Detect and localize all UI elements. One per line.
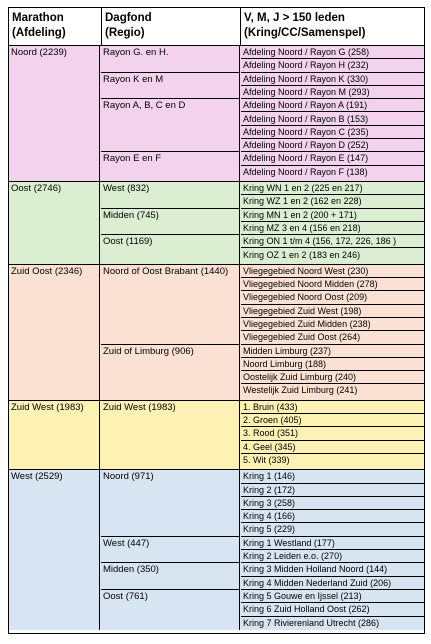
header-dagfond xyxy=(101,8,241,45)
section xyxy=(9,265,424,401)
leden-cell: Kring 6 Zuid Holland Oost (262) xyxy=(241,603,424,616)
leden-cell: Kring MZ 3 en 4 (156 en 218) xyxy=(241,222,424,235)
marathon-cell: Oost (2746) xyxy=(9,182,100,264)
leden-cell: Afdeling Noord / Rayon K (330) xyxy=(241,73,424,86)
leden-cell: Kring 4 (166) xyxy=(241,510,424,523)
leden-cell: Kring 3 Midden Holland Noord (144) xyxy=(241,563,424,576)
leden-cell: 2. Groen (405) xyxy=(241,414,424,427)
leden-cell: Afdeling Noord / Rayon B (153) xyxy=(241,113,424,126)
leden-cell: Afdeling Noord / Rayon F (138) xyxy=(243,166,368,177)
dagfond-cell: Zuid West (1983) xyxy=(101,401,240,471)
leden-cell: Vliegegebied Noord Oost (209) xyxy=(241,291,424,304)
leden-cell: Kring 5 Gouwe en Ijssel (213) xyxy=(241,590,424,603)
leden-cell: Kring WZ 1 en 2 (162 en 228) xyxy=(241,195,424,208)
dagfond-cell: West (832) xyxy=(101,182,240,209)
leden-cell: Afdeling Noord / Rayon M (293) xyxy=(241,86,424,99)
dagfond-cell: Rayon A, B, C en D xyxy=(101,99,240,152)
leden-cell: Kring OZ 1 en 2 (183 en 246) xyxy=(243,249,361,260)
dagfond-cell: Noord of Oost Brabant (1440) xyxy=(101,265,240,345)
leden-cell: 3. Rood (351) xyxy=(241,427,424,440)
section xyxy=(9,470,424,630)
leden-cell: Kring 1 (146) xyxy=(241,470,424,483)
leden-cell: Vliegegebied Zuid Oost (264) xyxy=(241,331,424,344)
marathon-cell: Noord (2239) xyxy=(9,46,100,181)
leden-cell: Kring 4 Midden Nederland Zuid (206) xyxy=(241,577,424,590)
leden-cell: Afdeling Noord / Rayon G (258) xyxy=(241,46,424,59)
leden-cell: Kring 7 Rivierenland Utrecht (286) xyxy=(243,617,380,628)
header-marathon xyxy=(9,8,101,45)
leden-cell: 4. Geel (345) xyxy=(241,441,424,454)
leden-cell: Kring 3 (258) xyxy=(241,497,424,510)
leden-cell: Kring MN 1 en 2 (200 + 171) xyxy=(241,209,424,222)
leden-cell: Afdeling Noord / Rayon C (235) xyxy=(241,126,424,139)
leden-cell: Vliegegebied Zuid Midden (238) xyxy=(241,318,424,331)
header-dagfond-line1: Dagfond xyxy=(105,12,152,24)
dagfond-cell: West (447) xyxy=(101,537,240,564)
dagfond-cell: Rayon E en F xyxy=(101,152,240,182)
dagfond-cell: Midden (745) xyxy=(101,209,240,236)
leden-cell: Kring ON 1 t/m 4 (156, 172, 226, 186 ) xyxy=(241,235,424,248)
leden-cell: Afdeling Noord / Rayon D (252) xyxy=(241,139,424,152)
leden-cell: Kring 5 (229) xyxy=(241,523,424,536)
section xyxy=(9,182,424,265)
dagfond-cell: Rayon K en M xyxy=(101,73,240,100)
header-leden-line1: V, M, J > 150 leden xyxy=(244,12,345,24)
header-leden xyxy=(240,8,424,45)
dagfond-cell: Zuid of Limburg (906) xyxy=(101,345,240,401)
header-dagfond-line2: (Regio) xyxy=(105,27,145,39)
leden-cell: Kring WN 1 en 2 (225 en 217) xyxy=(241,182,424,195)
leden-cell: 1. Bruin (433) xyxy=(241,401,424,414)
leden-cell: Kring 2 (172) xyxy=(241,484,424,497)
leden-cell: Kring 1 Westland (177) xyxy=(241,537,424,550)
table-header xyxy=(9,8,424,46)
leden-cell: Vliegegebied Noord Midden (278) xyxy=(241,278,424,291)
section xyxy=(9,46,424,182)
leden-cell: Afdeling Noord / Rayon A (191) xyxy=(241,99,424,112)
leden-cell: 5. Wit (339) xyxy=(243,454,290,465)
marathon-cell: Zuid West (1983) xyxy=(9,401,100,470)
leden-cell: Vliegegebied Zuid West (198) xyxy=(241,305,424,318)
header-leden-line2: (Kring/CC/Samenspel) xyxy=(244,27,366,39)
dagfond-cell: Noord (971) xyxy=(101,470,240,537)
dagfond-cell: Rayon G. en H. xyxy=(101,46,240,73)
leden-cell: Afdeling Noord / Rayon E (147) xyxy=(241,152,424,165)
dagfond-cell: Midden (350) xyxy=(101,563,240,590)
section xyxy=(9,401,424,471)
marathon-cell: West (2529) xyxy=(9,470,100,630)
header-marathon-line2: (Afdeling) xyxy=(12,27,66,39)
marathon-table xyxy=(8,7,425,634)
leden-cell: Afdeling Noord / Rayon H (232) xyxy=(241,59,424,72)
leden-cell: Oostelijk Zuid Limburg (240) xyxy=(241,371,424,384)
leden-cell: Kring 2 Leiden e.o. (270) xyxy=(241,550,424,563)
leden-cell: Midden Limburg (237) xyxy=(241,345,424,358)
marathon-cell: Zuid Oost (2346) xyxy=(9,265,100,400)
dagfond-cell: Oost (1169) xyxy=(101,235,240,265)
leden-cell: Noord Limburg (188) xyxy=(241,358,424,371)
leden-cell: Vliegegebied Noord West (230) xyxy=(241,265,424,278)
dagfond-cell: Oost (761) xyxy=(101,590,240,630)
header-marathon-line1: Marathon xyxy=(12,12,64,24)
leden-cell: Westelijk Zuid Limburg (241) xyxy=(243,385,358,396)
